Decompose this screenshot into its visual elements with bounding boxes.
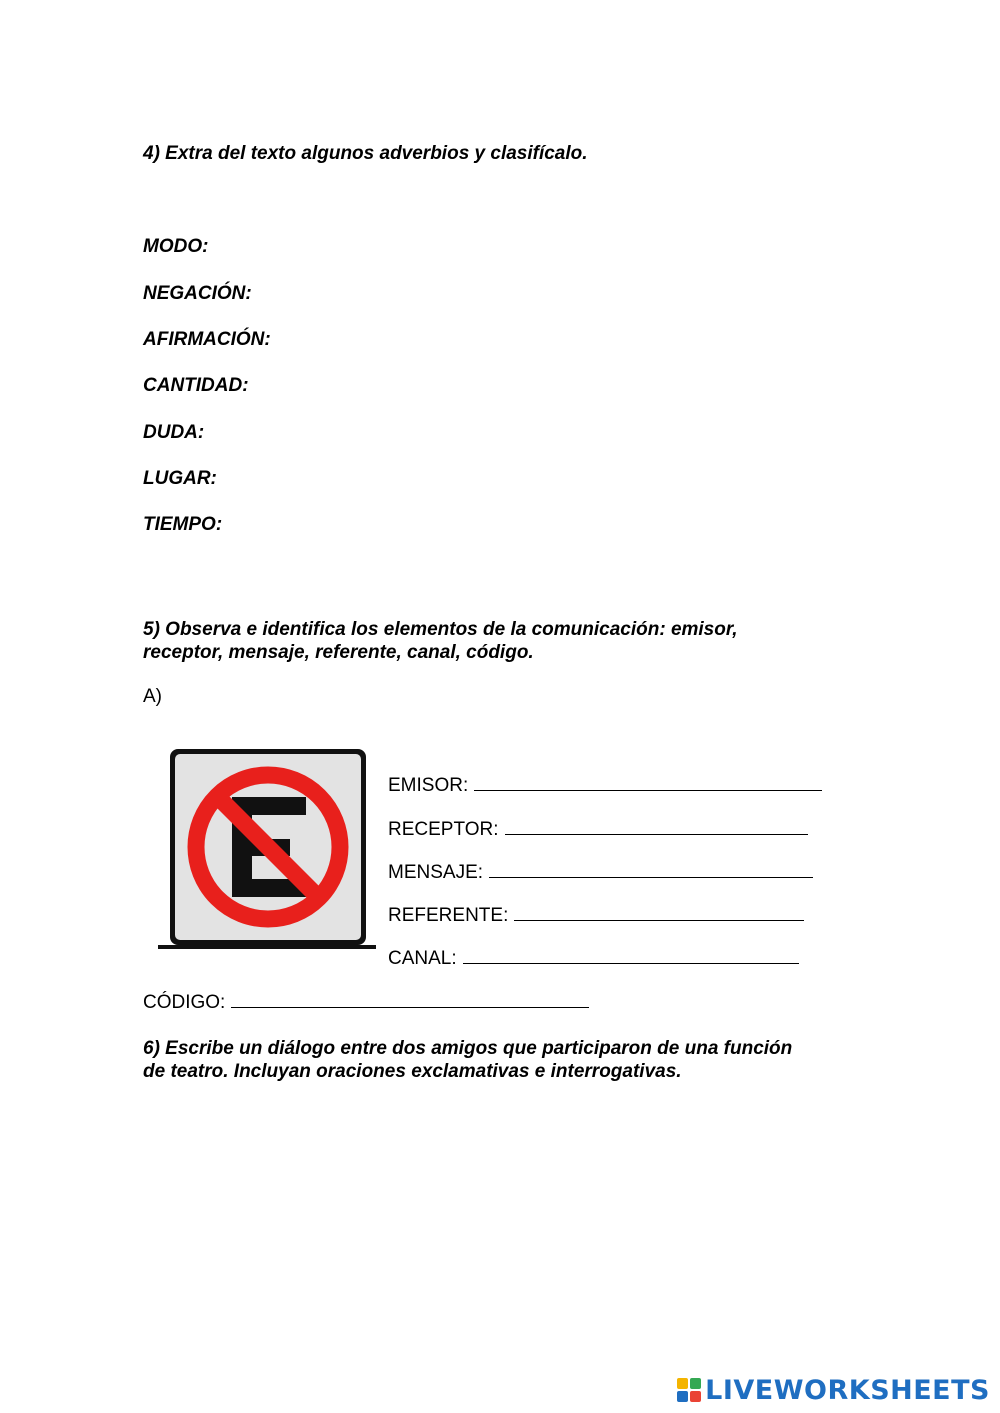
no-parking-sign-image: [158, 745, 376, 953]
item-label-a: A): [143, 686, 162, 707]
field-mensaje-line[interactable]: [489, 860, 813, 878]
liveworksheets-logo: [677, 1373, 990, 1407]
category-negacion: NEGACIÓN:: [143, 283, 252, 304]
field-emisor-line[interactable]: [474, 773, 822, 791]
field-referente: [388, 903, 804, 927]
field-receptor: [388, 817, 808, 841]
category-modo: MODO:: [143, 236, 209, 257]
category-afirmacion: AFIRMACIÓN:: [143, 329, 271, 350]
section4-heading: 4) Extra del texto algunos adverbios y clasifícalo.: [143, 143, 588, 164]
section5-heading-line1: 5) Observa e identifica los elementos de la comunicación: emisor,: [143, 619, 738, 640]
section5-heading-line2: receptor, mensaje, referente, canal, código.: [143, 642, 534, 663]
field-mensaje-label: MENSAJE:: [388, 862, 484, 883]
field-canal-label: CANAL:: [388, 948, 457, 969]
field-canal-line[interactable]: [463, 946, 799, 964]
field-codigo: [143, 990, 589, 1014]
field-receptor-line[interactable]: [505, 817, 808, 835]
section6-heading-line2: de teatro. Incluyan oraciones exclamativas e interrogativas.: [143, 1061, 682, 1082]
category-duda: DUDA:: [143, 422, 205, 443]
field-referente-label: REFERENTE:: [388, 905, 509, 926]
field-referente-line[interactable]: [514, 903, 804, 921]
field-emisor-label: EMISOR:: [388, 775, 469, 796]
field-mensaje: [388, 860, 813, 884]
category-cantidad: CANTIDAD:: [143, 375, 249, 396]
field-codigo-line[interactable]: [231, 990, 589, 1008]
sign-base-line: [158, 945, 376, 949]
category-tiempo: TIEMPO:: [143, 514, 223, 535]
liveworksheets-badge-icon: [677, 1378, 701, 1402]
section6-heading-line1: 6) Escribe un diálogo entre dos amigos que participaron de una función: [143, 1038, 793, 1059]
field-receptor-label: RECEPTOR:: [388, 819, 499, 840]
category-lugar: LUGAR:: [143, 468, 217, 489]
liveworksheets-brand: LIVEWORKSHEETS: [705, 1374, 990, 1406]
field-codigo-label: CÓDIGO:: [143, 992, 226, 1013]
field-canal: [388, 946, 799, 970]
field-emisor: [388, 773, 822, 797]
